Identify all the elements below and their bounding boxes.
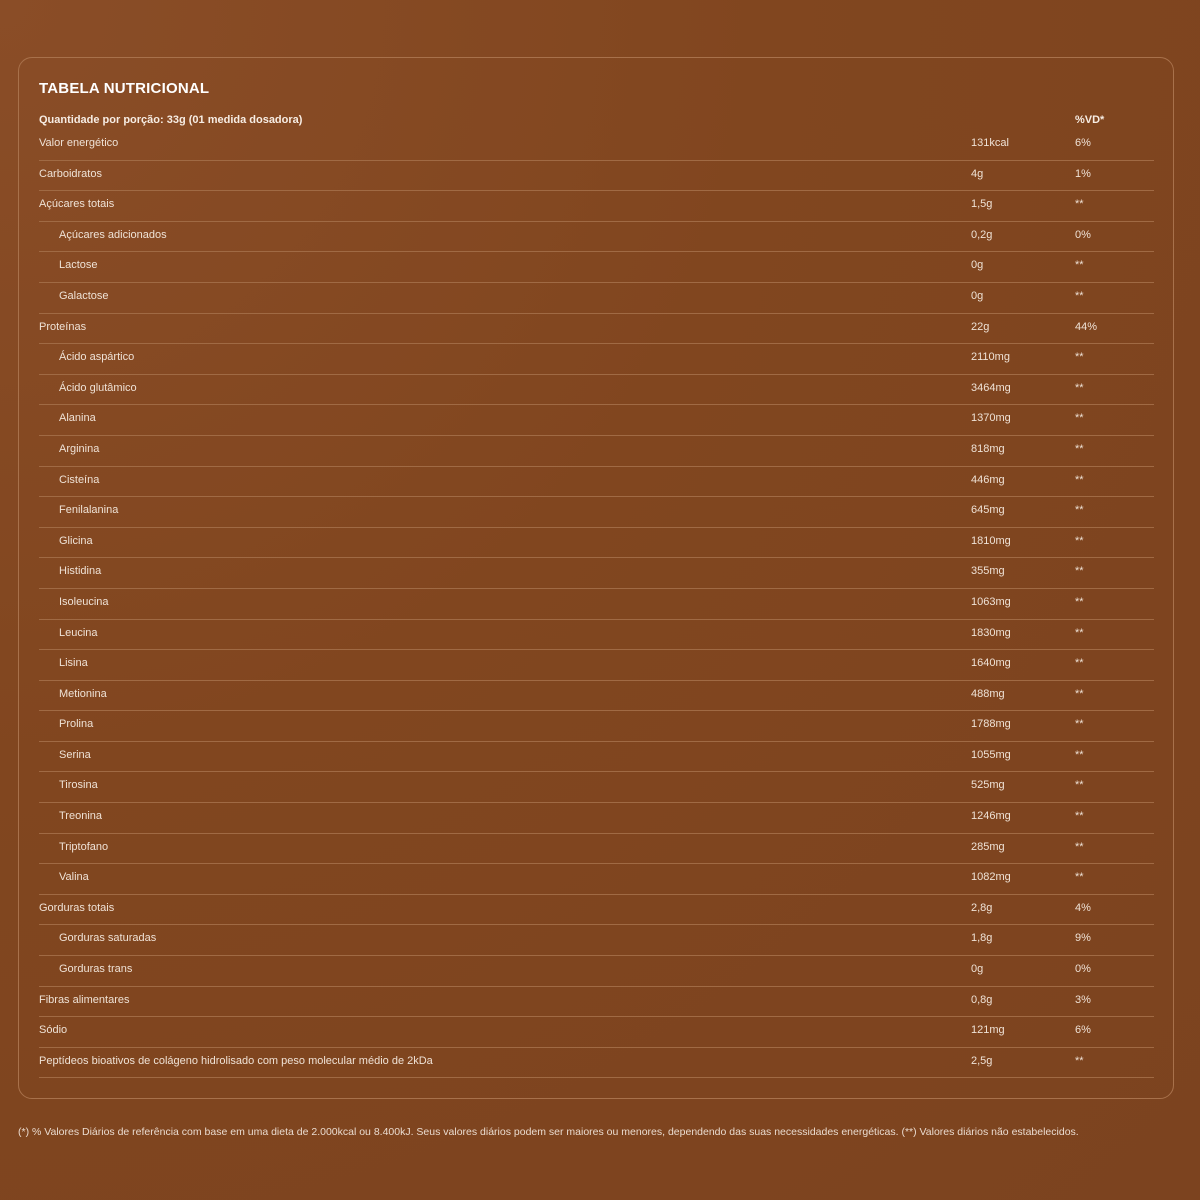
nutrient-amount: 285mg xyxy=(971,840,1005,853)
table-row xyxy=(39,956,1154,987)
nutrient-amount: 525mg xyxy=(971,779,1005,792)
nutrient-amount: 1,5g xyxy=(971,198,993,211)
nutrient-amount: 488mg xyxy=(971,687,1005,700)
nutrient-vd: 6% xyxy=(1075,1024,1091,1037)
table-row xyxy=(39,558,1154,589)
table-row xyxy=(39,895,1154,926)
nutrient-vd: ** xyxy=(1075,840,1084,853)
nutrient-amount: 1810mg xyxy=(971,534,1011,547)
nutrient-vd: ** xyxy=(1075,565,1084,578)
nutrient-amount: 0g xyxy=(971,963,984,976)
table-row xyxy=(39,344,1154,375)
table-row xyxy=(39,405,1154,436)
serving-size-label: Quantidade por porção: 33g (01 medida dosadora) xyxy=(39,114,303,126)
nutrient-name: Arginina xyxy=(59,442,100,455)
nutrient-vd: ** xyxy=(1075,198,1084,211)
nutrient-vd: ** xyxy=(1075,259,1084,272)
table-row xyxy=(39,711,1154,742)
nutrition-table xyxy=(39,110,1154,1078)
nutrient-vd: ** xyxy=(1075,381,1084,394)
nutrient-name: Glicina xyxy=(59,534,93,547)
nutrient-amount: 0,8g xyxy=(971,993,993,1006)
table-header xyxy=(39,110,1154,130)
nutrient-amount: 1640mg xyxy=(971,657,1011,670)
nutrient-amount: 2,8g xyxy=(971,901,993,914)
nutrient-vd: ** xyxy=(1075,871,1084,884)
table-row xyxy=(39,283,1154,314)
table-row xyxy=(39,925,1154,956)
nutrient-vd: ** xyxy=(1075,626,1084,639)
table-row xyxy=(39,681,1154,712)
nutrient-amount: 1082mg xyxy=(971,871,1011,884)
table-row xyxy=(39,467,1154,498)
table-row xyxy=(39,191,1154,222)
nutrient-vd: 44% xyxy=(1075,320,1098,333)
nutrition-card xyxy=(18,57,1174,1099)
nutrient-amount: 0g xyxy=(971,259,984,272)
table-row xyxy=(39,772,1154,803)
nutrient-vd: ** xyxy=(1075,442,1084,455)
nutrient-amount: 1830mg xyxy=(971,626,1011,639)
nutrient-name: Gorduras totais xyxy=(39,901,115,914)
nutrient-vd: 1% xyxy=(1075,167,1091,180)
nutrient-amount: 0,2g xyxy=(971,228,993,241)
nutrient-vd: 0% xyxy=(1075,963,1091,976)
nutrient-amount: 1063mg xyxy=(971,595,1011,608)
table-row xyxy=(39,987,1154,1018)
nutrient-name: Ácido aspártico xyxy=(59,351,135,364)
table-row xyxy=(39,314,1154,345)
nutrient-vd: 0% xyxy=(1075,228,1091,241)
nutrient-vd: ** xyxy=(1075,687,1084,700)
nutrient-name: Alanina xyxy=(59,412,96,425)
table-row xyxy=(39,375,1154,406)
nutrient-amount: 3464mg xyxy=(971,381,1011,394)
nutrient-vd: ** xyxy=(1075,595,1084,608)
nutrient-vd: ** xyxy=(1075,748,1084,761)
nutrient-amount: 355mg xyxy=(971,565,1005,578)
nutrient-name: Valina xyxy=(59,871,89,884)
footnote: (*) % Valores Diários de referência com base em uma dieta de 2.000kcal ou 8.400kJ. Seus valores diários podem ser maiores ou menores, dependendo das suas necessidades energéticas. (**) Valores diários não estabelecidos. xyxy=(18,1126,1079,1138)
nutrient-amount: 1,8g xyxy=(971,932,993,945)
nutrient-amount: 1370mg xyxy=(971,412,1011,425)
nutrient-name: Fibras alimentares xyxy=(39,993,130,1006)
nutrient-name: Valor energético xyxy=(39,137,119,149)
nutrient-vd: ** xyxy=(1075,810,1084,823)
nutrient-name: Histidina xyxy=(59,565,102,578)
table-row xyxy=(39,130,1154,161)
nutrient-name: Prolina xyxy=(59,718,94,731)
nutrient-amount: 2110mg xyxy=(971,351,1010,364)
nutrient-vd: ** xyxy=(1075,473,1084,486)
nutrient-vd: ** xyxy=(1075,657,1084,670)
nutrient-amount: 0g xyxy=(971,289,984,302)
nutrient-name: Sódio xyxy=(39,1024,68,1037)
nutrient-amount: 818mg xyxy=(971,442,1005,455)
nutrient-amount: 121mg xyxy=(971,1024,1005,1037)
nutrient-name: Tirosina xyxy=(59,779,98,792)
nutrient-name: Cisteína xyxy=(59,473,100,486)
nutrient-name: Treonina xyxy=(59,810,103,823)
table-row xyxy=(39,620,1154,651)
table-row xyxy=(39,1017,1154,1048)
nutrient-vd: ** xyxy=(1075,779,1084,792)
nutrient-name: Isoleucina xyxy=(59,595,109,608)
table-row xyxy=(39,650,1154,681)
table-row xyxy=(39,864,1154,895)
nutrient-vd: ** xyxy=(1075,289,1084,302)
nutrient-name: Metionina xyxy=(59,687,107,700)
nutrient-vd: ** xyxy=(1075,412,1084,425)
nutrient-name: Proteínas xyxy=(39,320,87,333)
table-row xyxy=(39,742,1154,773)
table-title: TABELA NUTRICIONAL xyxy=(39,80,210,97)
nutrient-name: Açúcares adicionados xyxy=(59,228,167,241)
vd-column-header: %VD* xyxy=(1075,114,1105,126)
nutrient-name: Serina xyxy=(59,748,91,761)
nutrient-amount: 2,5g xyxy=(971,1054,993,1067)
nutrient-amount: 22g xyxy=(971,320,990,333)
nutrient-name: Carboidratos xyxy=(39,167,102,180)
nutrient-vd: ** xyxy=(1075,1054,1084,1067)
nutrient-vd: ** xyxy=(1075,351,1084,364)
nutrient-vd: 6% xyxy=(1075,137,1091,149)
nutrient-name: Triptofano xyxy=(59,840,109,853)
table-body xyxy=(39,130,1154,1078)
nutrient-vd: 4% xyxy=(1075,901,1091,914)
table-row xyxy=(39,589,1154,620)
table-row xyxy=(39,497,1154,528)
nutrient-vd: ** xyxy=(1075,718,1084,731)
table-row xyxy=(39,1048,1154,1079)
table-row xyxy=(39,436,1154,467)
nutrient-name: Lisina xyxy=(59,657,88,670)
nutrient-name: Lactose xyxy=(59,259,98,272)
nutrient-amount: 4g xyxy=(971,167,984,180)
nutrient-amount: 1788mg xyxy=(971,718,1011,731)
nutrient-vd: ** xyxy=(1075,504,1084,517)
nutrient-amount: 131kcal xyxy=(971,137,1009,149)
nutrient-amount: 446mg xyxy=(971,473,1005,486)
table-row xyxy=(39,161,1154,192)
nutrient-name: Leucina xyxy=(59,626,98,639)
nutrient-amount: 1055mg xyxy=(971,748,1011,761)
table-row xyxy=(39,803,1154,834)
nutrient-name: Fenilalanina xyxy=(59,504,119,517)
nutrient-name: Gorduras saturadas xyxy=(59,932,157,945)
table-row xyxy=(39,528,1154,559)
nutrient-vd: 3% xyxy=(1075,993,1091,1006)
nutrient-name: Peptídeos bioativos de colágeno hidrolisado com peso molecular médio de 2kDa xyxy=(39,1054,433,1067)
table-row xyxy=(39,222,1154,253)
nutrient-name: Ácido glutâmico xyxy=(59,381,137,394)
table-row xyxy=(39,834,1154,865)
nutrient-amount: 1246mg xyxy=(971,810,1011,823)
nutrient-name: Açúcares totais xyxy=(39,198,115,211)
nutrient-amount: 645mg xyxy=(971,504,1005,517)
nutrient-vd: ** xyxy=(1075,534,1084,547)
nutrient-vd: 9% xyxy=(1075,932,1091,945)
table-row xyxy=(39,252,1154,283)
nutrient-name: Galactose xyxy=(59,289,109,302)
nutrient-name: Gorduras trans xyxy=(59,963,133,976)
